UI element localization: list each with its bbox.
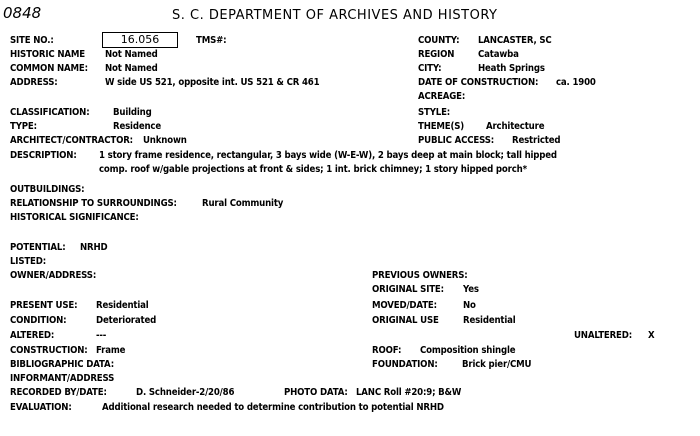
original-site-label: ORIGINAL SITE:	[372, 284, 444, 295]
informant-label: INFORMANT/ADDRESS	[10, 373, 115, 384]
acreage-label: ACREAGE:	[418, 91, 466, 102]
themes-label: THEME(S)	[418, 121, 465, 132]
unaltered-value: X	[648, 330, 655, 341]
site-no-box	[102, 32, 178, 48]
type-value: Residence	[113, 121, 162, 132]
altered-label: ALTERED:	[10, 330, 55, 341]
potential-value: NRHD	[80, 242, 108, 253]
description-line-2: comp. roof w/gable projections at front & sides; 1 int. brick chimney; 1 story hipped porch*	[99, 164, 527, 175]
style-label: STYLE:	[418, 107, 451, 118]
listed-label: LISTED:	[10, 256, 46, 267]
construction-label: CONSTRUCTION:	[10, 345, 88, 356]
present-use-value: Residential	[96, 300, 149, 311]
county-value: LANCASTER, SC	[478, 35, 552, 46]
themes-value: Architecture	[486, 121, 545, 132]
recorded-by-value: D. Schneider-2/20/86	[136, 387, 235, 398]
recorded-by-label: RECORDED BY/DATE:	[10, 387, 107, 398]
evaluation-label: EVALUATION:	[10, 402, 72, 413]
bibliographic-label: BIBLIOGRAPHIC DATA:	[10, 359, 114, 370]
form-title: S. C. DEPARTMENT OF ARCHIVES AND HISTORY	[172, 8, 498, 23]
site-no-label: SITE NO.:	[10, 35, 54, 46]
previous-owners-label: PREVIOUS OWNERS:	[372, 270, 468, 281]
construction-value: Frame	[96, 345, 126, 356]
type-label: TYPE:	[10, 121, 37, 132]
tms-label: TMS#:	[196, 35, 227, 46]
photo-data-label: PHOTO DATA:	[284, 387, 348, 398]
date-of-construction-label: DATE OF CONSTRUCTION:	[418, 77, 539, 88]
description-line-1: 1 story frame residence, rectangular, 3 bays wide (W-E-W), 2 bays deep at main block; tall hipped	[99, 150, 557, 161]
altered-value: ---	[96, 330, 107, 341]
city-label: CITY:	[418, 63, 442, 74]
address-label: ADDRESS:	[10, 77, 58, 88]
classification-label: CLASSIFICATION:	[10, 107, 90, 118]
public-access-label: PUBLIC ACCESS:	[418, 135, 495, 146]
original-use-value: Residential	[463, 315, 516, 326]
roof-label: ROOF:	[372, 345, 402, 356]
region-label: REGION	[418, 49, 455, 60]
architect-label: ARCHITECT/CONTRACTOR:	[10, 135, 133, 146]
relationship-label: RELATIONSHIP TO SURROUNDINGS:	[10, 198, 177, 209]
relationship-value: Rural Community	[202, 198, 284, 209]
owner-label: OWNER/ADDRESS:	[10, 270, 97, 281]
city-value: Heath Springs	[478, 63, 545, 74]
unaltered-label: UNALTERED:	[574, 330, 632, 341]
public-access-value: Restricted	[512, 135, 561, 146]
architect-value: Unknown	[143, 135, 187, 146]
classification-value: Building	[113, 107, 152, 118]
roof-value: Composition shingle	[420, 345, 516, 356]
historic-name-label: HISTORIC NAME	[10, 49, 85, 60]
evaluation-value: Additional research needed to determine contribution to potential NRHD	[102, 402, 444, 413]
condition-label: CONDITION:	[10, 315, 67, 326]
county-label: COUNTY:	[418, 35, 460, 46]
significance-label: HISTORICAL SIGNIFICANCE:	[10, 212, 139, 223]
outbuildings-label: OUTBUILDINGS:	[10, 184, 85, 195]
address-value: W side US 521, opposite int. US 521 & CR 461	[105, 77, 320, 88]
foundation-value: Brick pier/CMU	[462, 359, 532, 370]
potential-label: POTENTIAL:	[10, 242, 66, 253]
historic-name-value: Not Named	[105, 49, 158, 60]
region-value: Catawba	[478, 49, 519, 60]
description-label: DESCRIPTION:	[10, 150, 77, 161]
original-use-label: ORIGINAL USE	[372, 315, 439, 326]
moved-date-label: MOVED/DATE:	[372, 300, 437, 311]
moved-date-value: No	[463, 300, 476, 311]
site-no-value: 16.056	[120, 33, 160, 46]
common-name-label: COMMON NAME:	[10, 63, 88, 74]
original-site-value: Yes	[463, 284, 479, 295]
present-use-label: PRESENT USE:	[10, 300, 78, 311]
common-name-value: Not Named	[105, 63, 158, 74]
condition-value: Deteriorated	[96, 315, 157, 326]
date-of-construction-value: ca. 1900	[556, 77, 596, 88]
handwritten-doc-number: 0848	[3, 4, 42, 22]
photo-data-value: LANC Roll #20:9; B&W	[356, 387, 462, 398]
foundation-label: FOUNDATION:	[372, 359, 438, 370]
